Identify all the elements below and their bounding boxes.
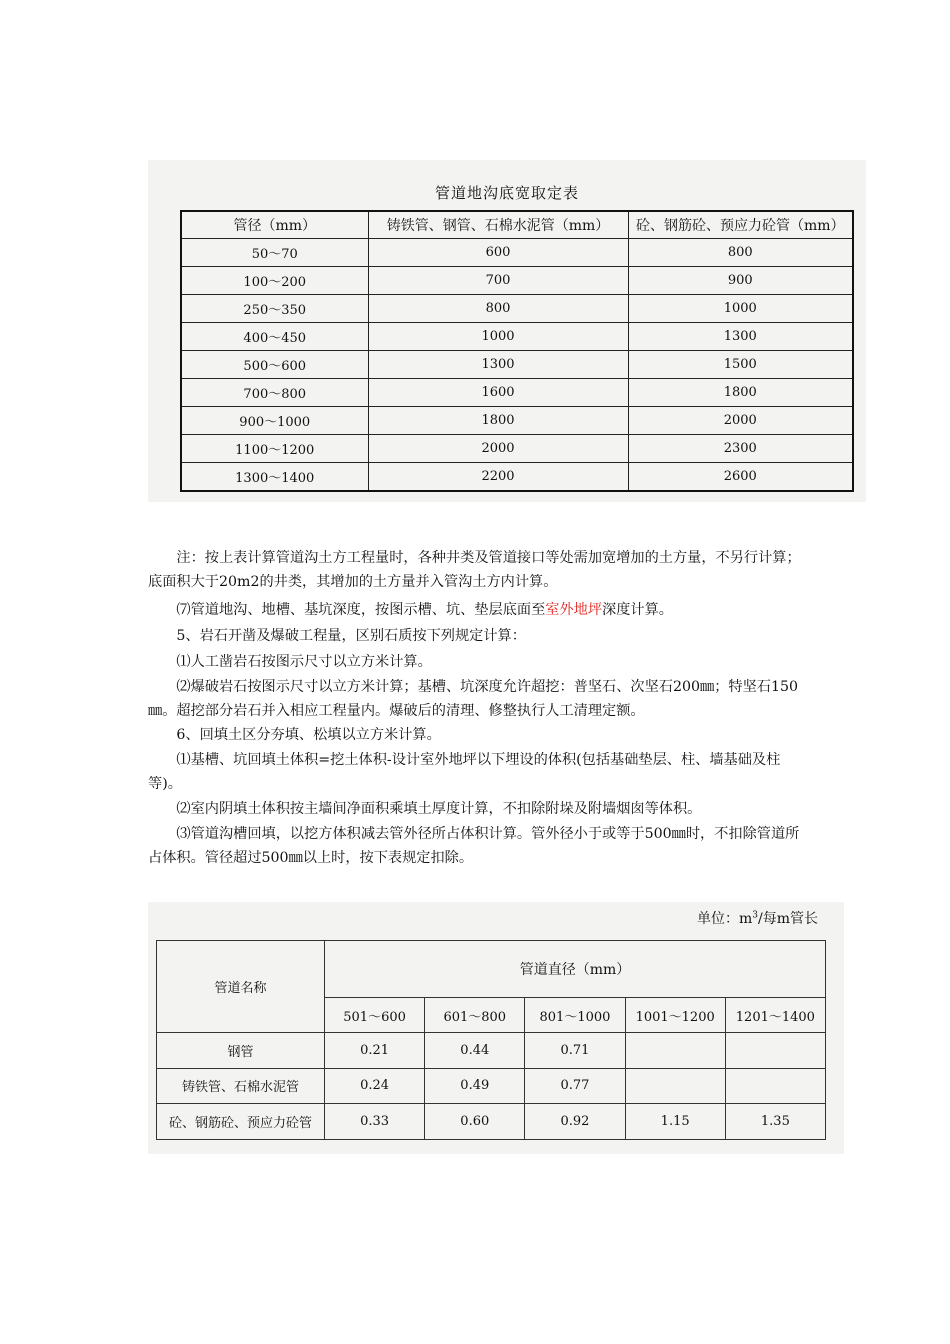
cell: 800 (628, 239, 853, 267)
header-range: 801～1000 (525, 998, 625, 1033)
pipe-volume-deduction-table (156, 940, 826, 1140)
table-row (157, 1104, 826, 1140)
cell: 1300 (368, 350, 628, 378)
cell: 0.60 (425, 1104, 525, 1140)
cell: 400～450 (181, 322, 368, 350)
cell (625, 1033, 725, 1069)
cell: 1000 (628, 294, 853, 322)
cell: 0.33 (325, 1104, 425, 1140)
cell: 100～200 (181, 266, 368, 294)
unit-suffix: /每m管长 (758, 911, 818, 927)
cell: 0.49 (425, 1068, 525, 1104)
cell: 1500 (628, 350, 853, 378)
row-name: 钢管 (157, 1033, 325, 1069)
cell (725, 1033, 825, 1069)
table-row (157, 1068, 826, 1104)
cell: 0.71 (525, 1033, 625, 1069)
table2-unit (697, 908, 818, 928)
cell (725, 1068, 825, 1104)
header-range: 1201～1400 (725, 998, 825, 1033)
cell: 1600 (368, 378, 628, 406)
cell: 2600 (628, 462, 853, 491)
table1-caption: 管道地沟底宽取定表 (434, 184, 579, 202)
table-row (181, 462, 853, 491)
header-range: 501～600 (325, 998, 425, 1033)
outdoor-ground-term: 室外地坪 (545, 602, 603, 618)
cell: 2000 (628, 406, 853, 434)
table-header-row (181, 211, 853, 239)
header-pipe-diameter: 管径（mm） (181, 211, 368, 239)
cell: 900 (628, 266, 853, 294)
cell: 2200 (368, 462, 628, 491)
cell: 0.24 (325, 1068, 425, 1104)
header-concrete: 砼、钢筋砼、预应力砼管（mm） (628, 211, 853, 239)
cell: 500～600 (181, 350, 368, 378)
unit-prefix: 单位：m (696, 911, 753, 927)
unit-superscript: 3 (752, 910, 758, 921)
cell: 1.15 (625, 1104, 725, 1140)
section-5-item-2: ⑵爆破岩石按图示尺寸以立方米计算；基槽、坑深度允许超挖：普坚石、次坚石200㎜；特坚石150㎜。超挖部分岩石并入相应工程量内。爆破后的清理、修整执行人工清理定额。 (148, 679, 799, 719)
section-5-item-1: ⑴人工凿岩石按图示尺寸以立方米计算。 (176, 654, 432, 670)
section-6-item-1: ⑴基槽、坑回填土体积=挖土体积-设计室外地坪以下埋设的体积(包括基础垫层、柱、墙基础及柱等)。 (148, 752, 781, 792)
header-range: 601～800 (425, 998, 525, 1033)
table-row (181, 322, 853, 350)
cell: 50～70 (181, 239, 368, 267)
header-cast-iron-steel: 铸铁管、钢管、石棉水泥管（mm） (368, 211, 628, 239)
pipe-volume-deduction-table-image (148, 902, 844, 1154)
section-6-item-2: ⑵室内阴填土体积按主墙间净面积乘填土厚度计算，不扣除附垛及附墙烟囱等体积。 (176, 801, 702, 817)
section-6-heading: 6、回填土区分夯填、松填以立方米计算。 (176, 727, 441, 743)
table-row (181, 294, 853, 322)
cell: 800 (368, 294, 628, 322)
table-row (181, 378, 853, 406)
section-5-heading: 5、岩石开凿及爆破工程量，区别石质按下列规定计算： (176, 628, 526, 644)
table-row (181, 434, 853, 462)
cell: 2000 (368, 434, 628, 462)
cell: 1300 (628, 322, 853, 350)
header-pipe-name: 管道名称 (157, 941, 325, 1033)
cell: 600 (368, 239, 628, 267)
cell: 700～800 (181, 378, 368, 406)
cell: 900～1000 (181, 406, 368, 434)
table-note: 注：按上表计算管道沟土方工程量时，各种井类及管道接口等处需加宽增加的土方量，不另行计算；底面积大于20m2的井类，其增加的土方量并入管沟土方内计算。 (148, 550, 801, 590)
table-header-row (157, 941, 826, 998)
cell: 0.77 (525, 1068, 625, 1104)
section-6-item-3: ⑶管道沟槽回填，以挖方体积减去管外径所占体积计算。管外径小于或等于500㎜时，不扣除管道所占体积。管径超过500㎜以上时，按下表规定扣除。 (148, 826, 800, 866)
header-range: 1001～1200 (625, 998, 725, 1033)
table-row (157, 1033, 826, 1069)
cell: 2300 (628, 434, 853, 462)
clause-7-text: ⑺管道地沟、地槽、基坑深度，按图示槽、坑、垫层底面至 (176, 602, 546, 618)
cell: 1.35 (725, 1104, 825, 1140)
cell: 0.92 (525, 1104, 625, 1140)
row-name: 砼、钢筋砼、预应力砼管 (157, 1104, 325, 1140)
pipe-trench-width-table (180, 210, 854, 492)
cell: 1300～1400 (181, 462, 368, 491)
row-name: 铸铁管、石棉水泥管 (157, 1068, 325, 1104)
cell: 0.21 (325, 1033, 425, 1069)
clause-7-depth (148, 598, 810, 622)
cell: 1100～1200 (181, 434, 368, 462)
cell: 700 (368, 266, 628, 294)
cell (625, 1068, 725, 1104)
clause-7-end: 深度计算。 (602, 602, 673, 618)
table-row (181, 406, 853, 434)
cell: 250～350 (181, 294, 368, 322)
cell: 1800 (368, 406, 628, 434)
cell: 0.44 (425, 1033, 525, 1069)
cell: 1800 (628, 378, 853, 406)
header-pipe-diameter: 管道直径（mm） (325, 941, 826, 998)
table-row (181, 239, 853, 267)
table-row (181, 266, 853, 294)
cell: 1000 (368, 322, 628, 350)
table-row (181, 350, 853, 378)
pipe-trench-width-table-image (148, 160, 866, 502)
